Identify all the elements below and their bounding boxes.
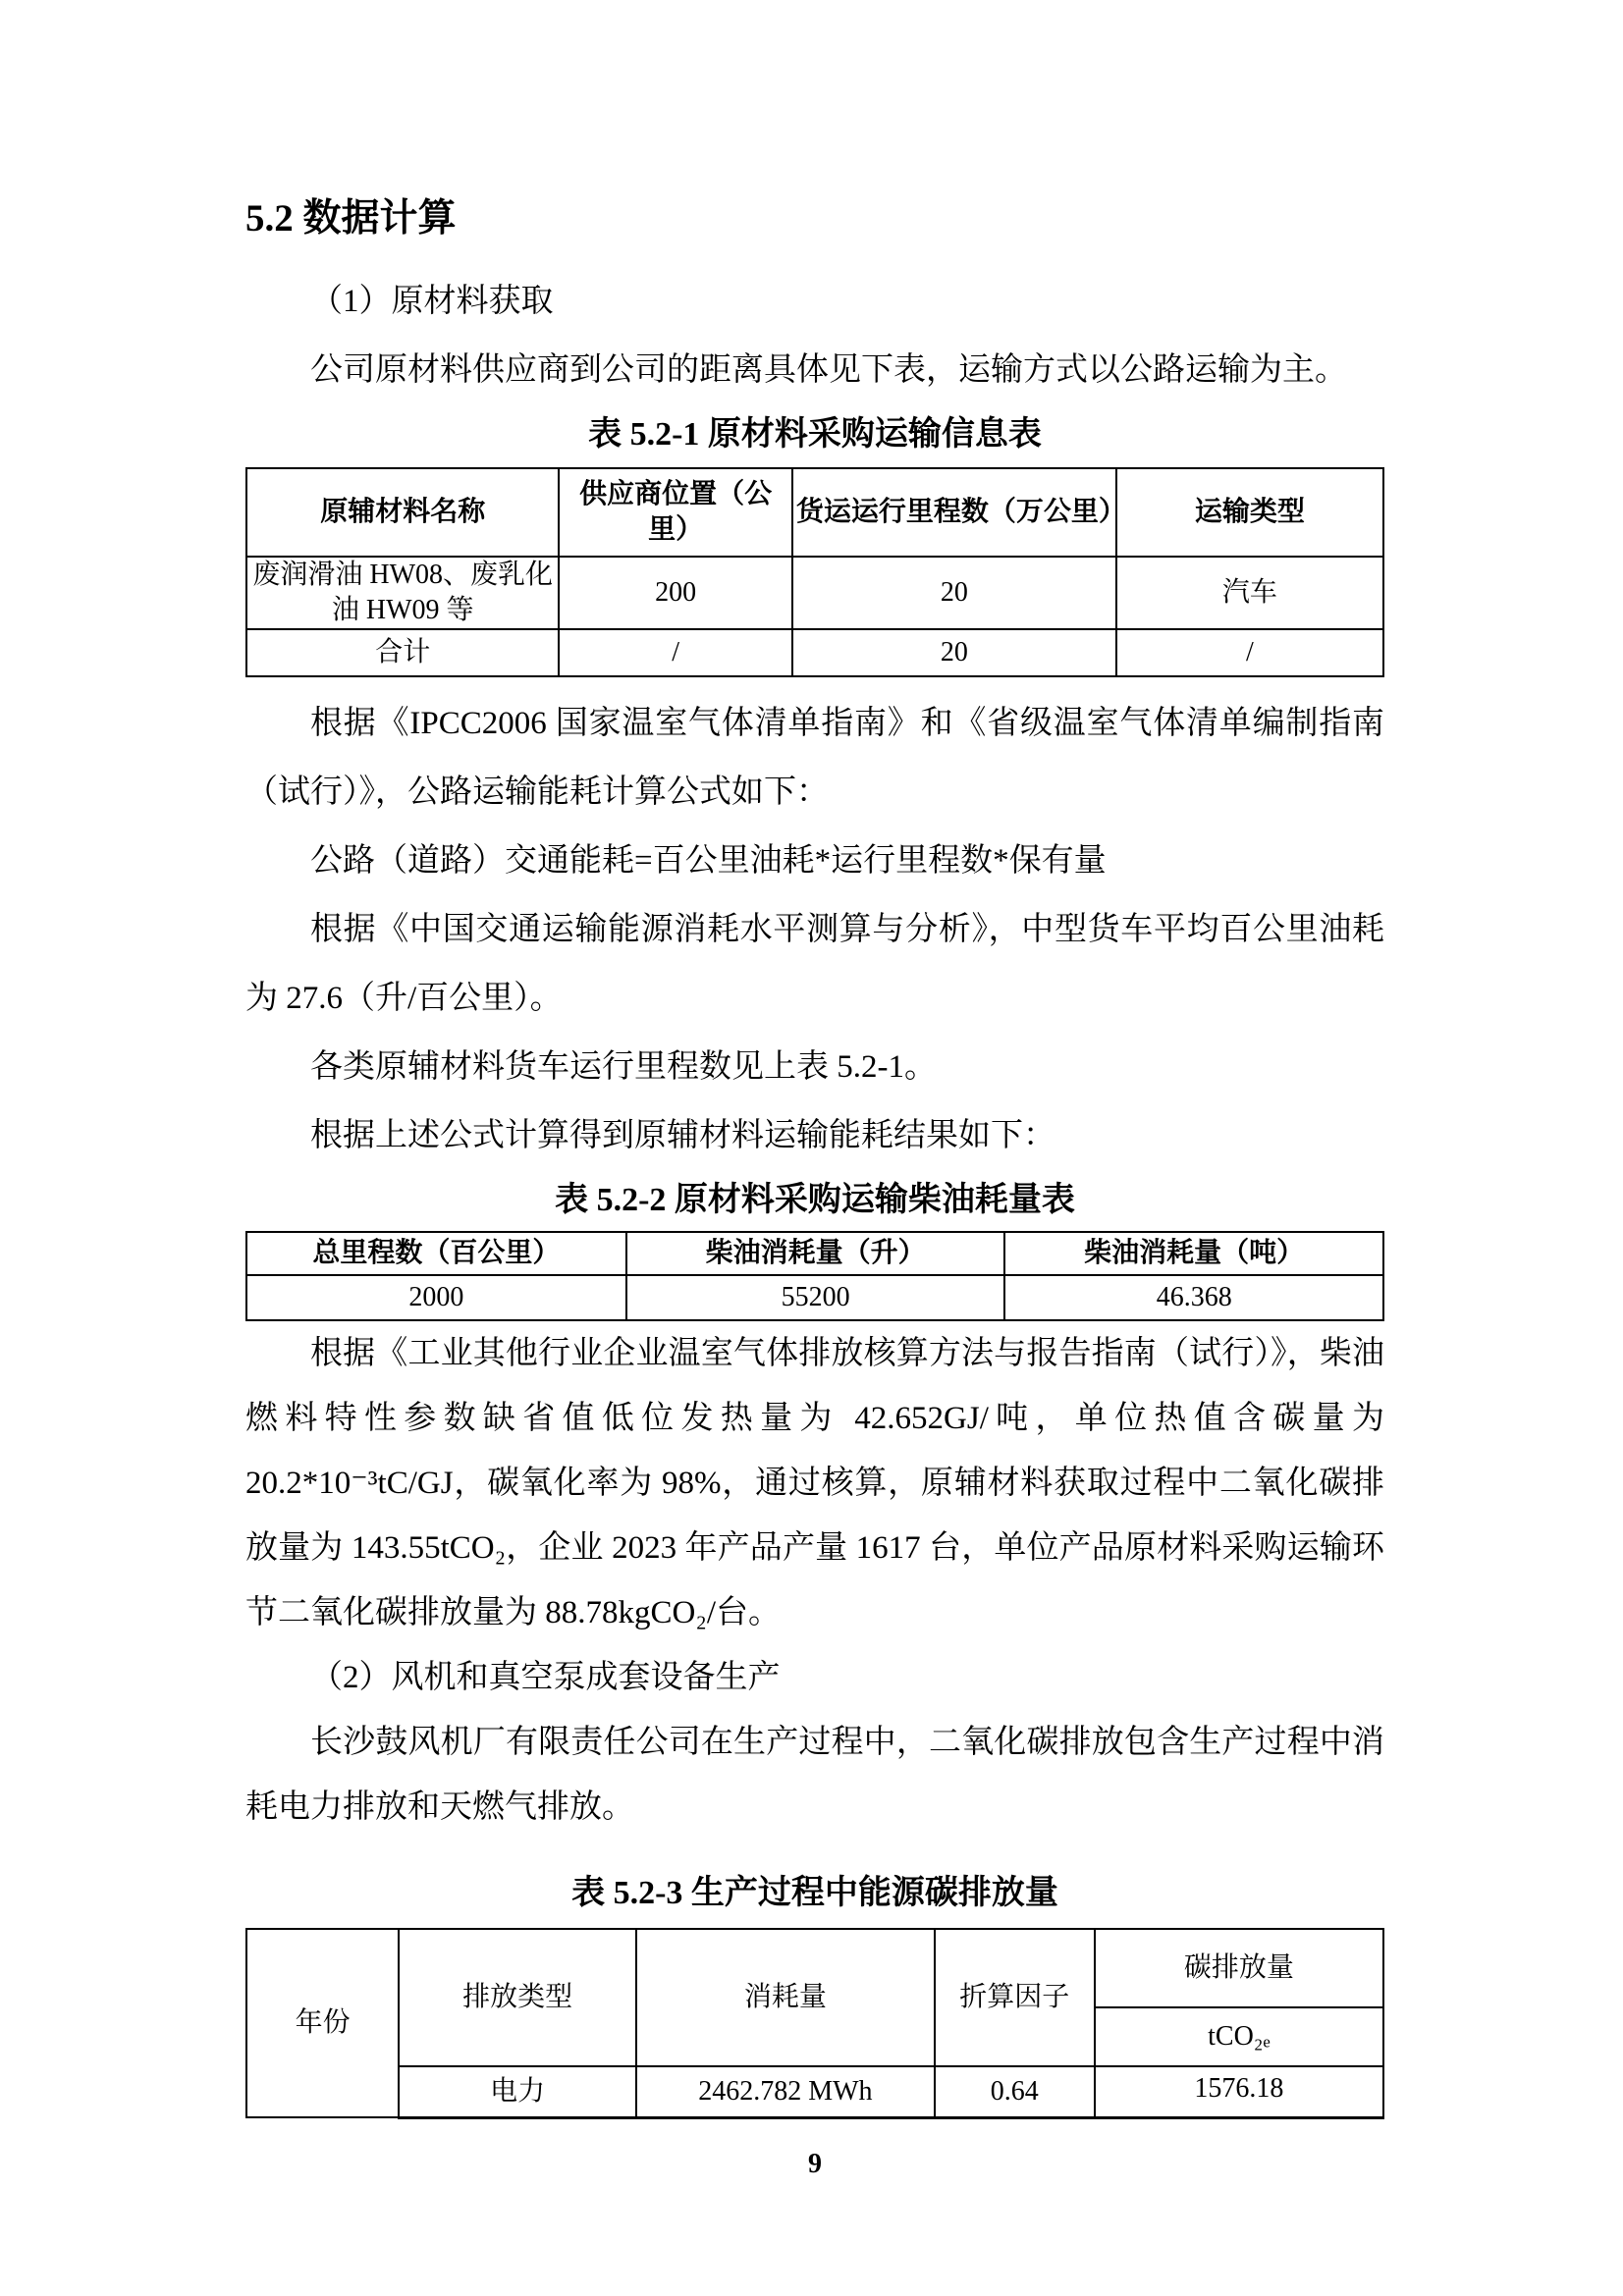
paragraph-formula: 公路（道路）交通能耗=百公里油耗*运行里程数*保有量 — [310, 843, 1107, 879]
header-cell-transport-type: 运输类型 — [1116, 468, 1383, 557]
table-row — [246, 1275, 1383, 1320]
table-row — [246, 557, 1383, 629]
header-cell-consumption: 消耗量 — [636, 1929, 934, 2066]
section-production-emissions — [245, 1321, 1384, 1840]
table-header-row-1 — [246, 1929, 1383, 2007]
table-header-row — [246, 468, 1383, 557]
table-cell: 汽车 — [1116, 557, 1383, 629]
header-cell-carbon-emission: 碳排放量 — [1095, 1929, 1383, 2007]
table-header-row — [246, 1232, 1383, 1275]
header-cell-supplier-distance: 供应商位置（公里） — [559, 468, 791, 557]
table-cell: 0.64 — [935, 2066, 1095, 2117]
header-cell-diesel-tons: 柴油消耗量（吨） — [1004, 1232, 1383, 1275]
table-cell: 2000 — [246, 1275, 626, 1320]
page-number: 9 — [808, 2148, 822, 2179]
table-cell: 2462.782 MWh — [636, 2066, 934, 2117]
paragraph-ref-table: 各类原辅材料货车运行里程数见上表 5.2-1。 — [310, 1049, 937, 1085]
header-cell-year: 年份 — [246, 1929, 399, 2117]
table-row-electricity — [246, 2066, 1383, 2117]
paragraph-fuel-consumption: 根据《中国交通运输能源消耗水平测算与分析》，中型货车平均百公里油耗为 27.6（升/百公里）。 — [245, 912, 1384, 1016]
table-cell: 20 — [792, 629, 1116, 676]
table-cell: 电力 — [399, 2066, 636, 2117]
paragraph-diesel-calc: 根据《工业其他行业企业温室气体排放核算方法与报告指南（试行）》，柴油燃料特性参数缺省值低位发热量为 42.652GJ/吨，单位热值含碳量为 20.2*10⁻³tC/GJ，碳氧化率为 98%，通过核算，原辅材料获取过程中二氧化碳排放量为 143.55tCO₂，企业 2023 年产品产量 1617 台，单位产品原材料采购运输环节二氧化碳排放量为 88.78kgCO₂/台。 — [245, 1336, 1384, 1630]
table-cell: 200 — [559, 557, 791, 629]
table-5-2-2-title: 表 5.2-2 原材料采购运输柴油耗量表 — [555, 1182, 1075, 1218]
table-cell: 合计 — [246, 629, 559, 676]
header-cell-conversion-factor: 折算因子 — [935, 1929, 1095, 2066]
header-cell-total-mileage: 总里程数（百公里） — [246, 1232, 626, 1275]
table-cell: 46.368 — [1004, 1275, 1383, 1320]
header-cell-unit: tCO₂ₑ — [1095, 2007, 1383, 2066]
table-5-2-1 — [245, 467, 1384, 677]
paragraph-intro: 公司原材料供应商到公司的距离具体见下表，运输方式以公路运输为主。 — [310, 352, 1347, 388]
table-cell: 20 — [792, 557, 1116, 629]
table-cell: 废润滑油 HW08、废乳化油 HW09 等 — [246, 557, 559, 629]
table-5-2-1-title: 表 5.2-1 原材料采购运输信息表 — [588, 416, 1042, 453]
paragraph-company: 长沙鼓风机厂有限责任公司在生产过程中，二氧化碳排放包含生产过程中消耗电力排放和天燃气排放。 — [245, 1725, 1384, 1825]
header-cell-mileage: 货运运行里程数（万公里） — [792, 468, 1116, 557]
table-cell: 55200 — [626, 1275, 1005, 1320]
paragraph-item-2: （2）风机和真空泵成套设备生产 — [310, 1660, 781, 1695]
section-heading: 5.2 数据计算 — [245, 197, 457, 240]
header-cell-diesel-liters: 柴油消耗量（升） — [626, 1232, 1005, 1275]
table-5-2-2 — [245, 1231, 1384, 1321]
paragraph-result-intro: 根据上述公式计算得到原辅材料运输能耗结果如下： — [310, 1118, 1055, 1153]
header-cell-material: 原辅材料名称 — [246, 468, 559, 557]
table-5-2-3 — [245, 1928, 1384, 2119]
table-total-row — [246, 629, 1383, 676]
header-cell-emission-type: 排放类型 — [399, 1929, 636, 2066]
section-transport-energy — [245, 689, 1384, 1170]
paragraph-ipcc: 根据《IPCC2006 国家温室气体清单指南》和《省级温室气体清单编制指南（试行）》，公路运输能耗计算公式如下： — [245, 706, 1384, 810]
table-5-2-3-title: 表 5.2-3 生产过程中能源碳排放量 — [571, 1875, 1058, 1911]
table-cell: / — [559, 629, 791, 676]
paragraph-item-1: （1）原材料获取 — [310, 284, 554, 319]
table-cell: 1576.18 — [1095, 2066, 1383, 2117]
table-cell: / — [1116, 629, 1383, 676]
